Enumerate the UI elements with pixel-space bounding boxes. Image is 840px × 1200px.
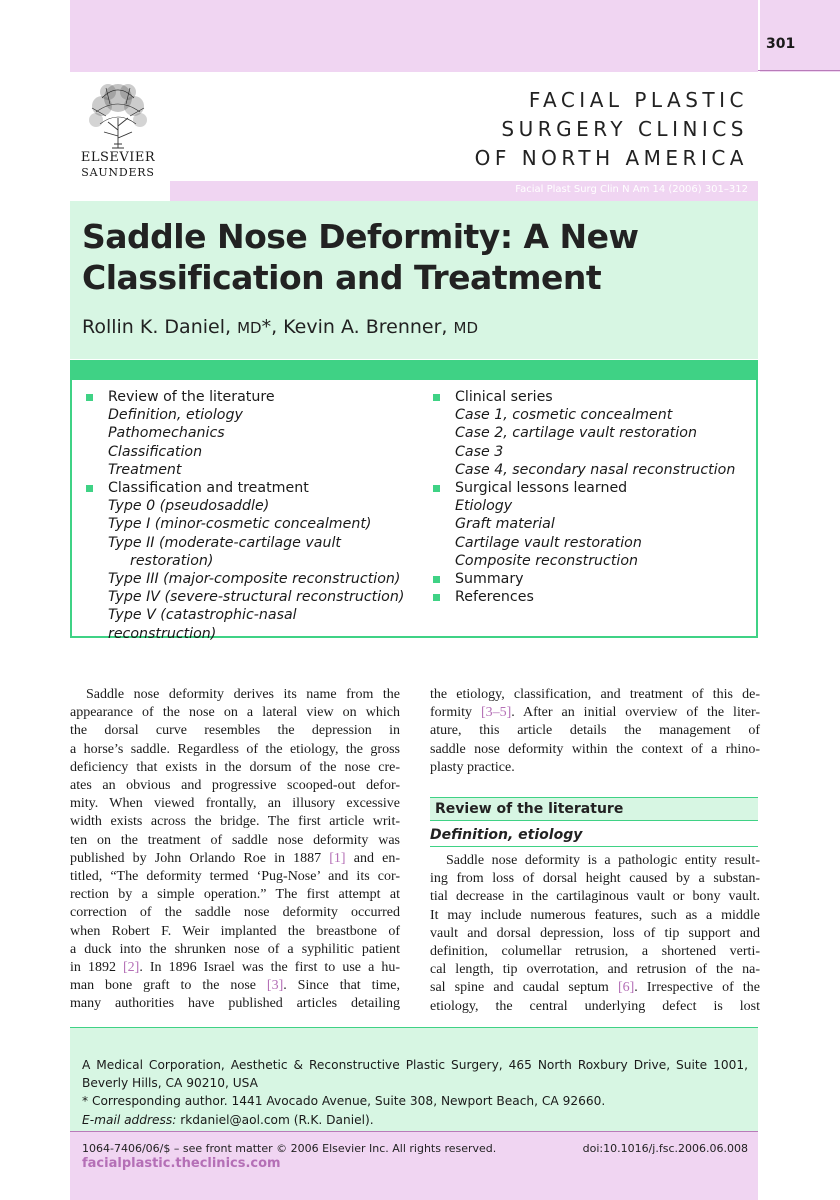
citation-link[interactable]: [1] [329, 850, 346, 866]
citation-link[interactable]: [2] [123, 960, 140, 976]
toc-section-item[interactable]: Summary [433, 570, 753, 588]
publisher-logo [76, 78, 160, 182]
body-text-line: appearance of the nose on a lateral view on which [70, 705, 400, 721]
author-list [82, 316, 742, 338]
email-note [82, 1111, 748, 1129]
affiliation-note: A Medical Corporation, Aesthetic & Reconstructive Plastic Surgery, 465 North Roxbury Drive, Suite 1001, Beverly Hills, CA 90210, USA [82, 1058, 748, 1091]
body-text-line: Saddle nose deformity is a pathologic entity result- [446, 853, 760, 868]
body-text-line: etiology, the central underlying defect is lost [430, 998, 760, 1014]
body-text-line: mity. When viewed frontally, an illusory excessive [70, 796, 400, 812]
section-heading-text: Review of the literature [435, 801, 624, 817]
toc-subsection-item[interactable]: Classification [108, 443, 203, 460]
body-text-line: a duck into the shrunken nose of a syphilitic patient [70, 941, 400, 957]
body-text-line: ten on the treatment of saddle nose deformity was [70, 832, 400, 848]
body-text-line: rection by a simple operation.” The first attempt at [70, 887, 400, 903]
body-text-line: a horse’s saddle. Regardless of the etiology, the gross [70, 741, 400, 757]
body-text-line: ates an obvious and progressive scooped-out defor- [70, 778, 400, 794]
page-number: 301 [766, 36, 796, 52]
toc-right-column [433, 388, 753, 606]
body-right-column [430, 852, 760, 1016]
logo-text-saunders: SAUNDERS [81, 166, 155, 179]
issn-copyright: 1064-7406/06/$ – see front matter © 2006 Elsevier Inc. All rights reserved. [82, 1142, 497, 1155]
toc-subsection-item[interactable]: Cartilage vault restoration [455, 534, 642, 551]
toc-subsection-item[interactable]: Case 1, cosmetic concealment [455, 407, 673, 424]
body-text-line: definition, columellar retrusion, a shortened verti- [430, 944, 760, 960]
body-text-line: correction of the saddle nose deformity occurred [70, 905, 400, 921]
body-text-line: plasty practice. [430, 759, 515, 775]
body-right-intro [430, 686, 760, 777]
section-heading [430, 797, 758, 821]
toc-subsection-item[interactable]: Pathomechanics [108, 425, 225, 442]
subsection-heading-text: Definition, etiology [430, 827, 583, 843]
toc-section-item[interactable]: References [433, 588, 753, 606]
toc-subsection-item[interactable]: Case 2, cartilage vault restoration [455, 425, 697, 442]
author-name: Rollin K. Daniel, [82, 316, 238, 338]
body-text-line: man bone graft to the nose [3]. Since that time, [70, 978, 400, 994]
toc-section-item[interactable]: Classification and treatment [86, 479, 406, 497]
body-text-line: formity [3–5]. After an initial overview of the liter- [430, 705, 760, 721]
journal-title [300, 86, 748, 173]
body-text-line: cal length, tip overrotation, and retrusion of the na- [430, 962, 760, 978]
toc-subsection-item[interactable]: Type IV (severe-structural reconstruction) [108, 589, 405, 606]
citation-link[interactable]: [6] [617, 980, 635, 996]
body-text-line: width exists across the bridge. The first article writ- [70, 814, 400, 830]
author-degree: MD [237, 319, 262, 337]
body-text-line: the etiology, classification, and treatment of this de- [430, 687, 760, 702]
header-band [70, 0, 758, 72]
toc-subsection-item[interactable]: Type V (catastrophic-nasal reconstruction) [108, 607, 297, 642]
toc-section-item[interactable]: Surgical lessons learned [433, 479, 753, 497]
body-text-line: sal spine and caudal septum [6]. Irrespective of the [430, 980, 760, 996]
journal-website-link[interactable]: facialplastic.theclinics.com [82, 1156, 281, 1171]
author-name: Kevin A. Brenner, [283, 316, 454, 338]
toc-subsection-item[interactable]: Graft material [455, 516, 555, 533]
doi[interactable]: doi:10.1016/j.fsc.2006.06.008 [582, 1142, 748, 1155]
toc-header-bar [72, 362, 756, 380]
email-link[interactable]: rkdaniel@aol.com (R.K. Daniel). [176, 1112, 374, 1127]
article-title-line: Classification and Treatment [82, 258, 602, 297]
toc-left-column [86, 388, 406, 643]
body-text-line: published by John Orlando Roe in 1887 [1] and en- [70, 850, 400, 866]
author-degree: MD [453, 319, 479, 337]
article-title [82, 216, 742, 298]
toc-subsection-item[interactable]: Type III (major-composite reconstruction) [108, 571, 401, 588]
citation-link[interactable]: [3] [266, 978, 284, 994]
toc-subsection-item[interactable]: Type II (moderate-cartilage vault [108, 534, 341, 551]
body-text-line: ature, this article details the management of [430, 723, 760, 739]
toc-section-item[interactable]: Review of the literature [86, 388, 406, 406]
body-text-line: the dorsal curve resembles the depression in [70, 723, 400, 739]
journal-title-line: FACIAL PLASTIC [528, 88, 748, 112]
toc-section-item[interactable]: Clinical series [433, 388, 753, 406]
journal-citation: Facial Plast Surg Clin N Am 14 (2006) 301–312 [515, 184, 748, 195]
body-text-line: tial decrease in the cartilaginous vault or bony vault. [430, 889, 760, 905]
toc-subsection-item[interactable]: Composite reconstruction [455, 552, 639, 569]
body-text-line: ing from loss of dorsal height caused by a substan- [430, 871, 760, 887]
body-text-line: deficiency that exists in the dorsum of the nose cre- [70, 759, 400, 775]
toc-subsection-item[interactable]: Definition, etiology [108, 407, 243, 424]
journal-title-line: OF NORTH AMERICA [474, 146, 748, 170]
journal-title-line: SURGERY CLINICS [501, 117, 748, 141]
article-title-line: Saddle Nose Deformity: A New [82, 217, 639, 256]
toc-subsection-item[interactable]: Type I (minor-cosmetic concealment) [108, 516, 372, 533]
body-text-line: It may include numerous features, such as a middle [430, 907, 760, 923]
body-text-line: Saddle nose deformity derives its name from the [86, 687, 400, 702]
body-text-line: many authorities have published articles detailing [70, 996, 400, 1012]
toc-subsection-item[interactable]: Treatment [108, 461, 182, 478]
subsection-heading [430, 827, 758, 847]
toc-subsection-continuation[interactable]: restoration) [130, 552, 214, 569]
body-left-column [70, 686, 400, 1014]
email-label: E-mail address: [82, 1112, 177, 1127]
logo-text-elsevier: ELSEVIER [80, 150, 156, 165]
footnote-rule [70, 1027, 758, 1028]
body-text-line: when Robert F. Weir implanted the breastbone of [70, 923, 400, 939]
body-text-line: titled, “The deformity termed ‘Pug-Nose’ and its cor- [70, 869, 400, 885]
elsevier-tree-icon [82, 78, 154, 150]
corresponding-mark: *, [261, 316, 284, 338]
table-of-contents [70, 360, 758, 642]
toc-subsection-item[interactable]: Etiology [455, 498, 513, 515]
citation-link[interactable]: [3–5] [480, 705, 512, 721]
toc-subsection-item[interactable]: Case 4, secondary nasal reconstruction [455, 461, 736, 478]
toc-subsection-item[interactable]: Type 0 (pseudosaddle) [108, 498, 270, 515]
toc-subsection-item[interactable]: Case 3 [455, 443, 504, 460]
body-text-line: in 1892 [2]. In 1896 Israel was the first to use a hu- [70, 960, 401, 976]
body-text-line: vault and dorsal depression, loss of tip support and [430, 925, 760, 941]
footnotes [82, 1056, 748, 1129]
corresponding-author-note: * Corresponding author. 1441 Avocado Avenue, Suite 308, Newport Beach, CA 92660. [82, 1094, 606, 1109]
footer-rule [70, 1131, 758, 1132]
tab-rule [758, 70, 840, 71]
body-text-line: saddle nose deformity within the context of a rhino- [430, 741, 760, 757]
